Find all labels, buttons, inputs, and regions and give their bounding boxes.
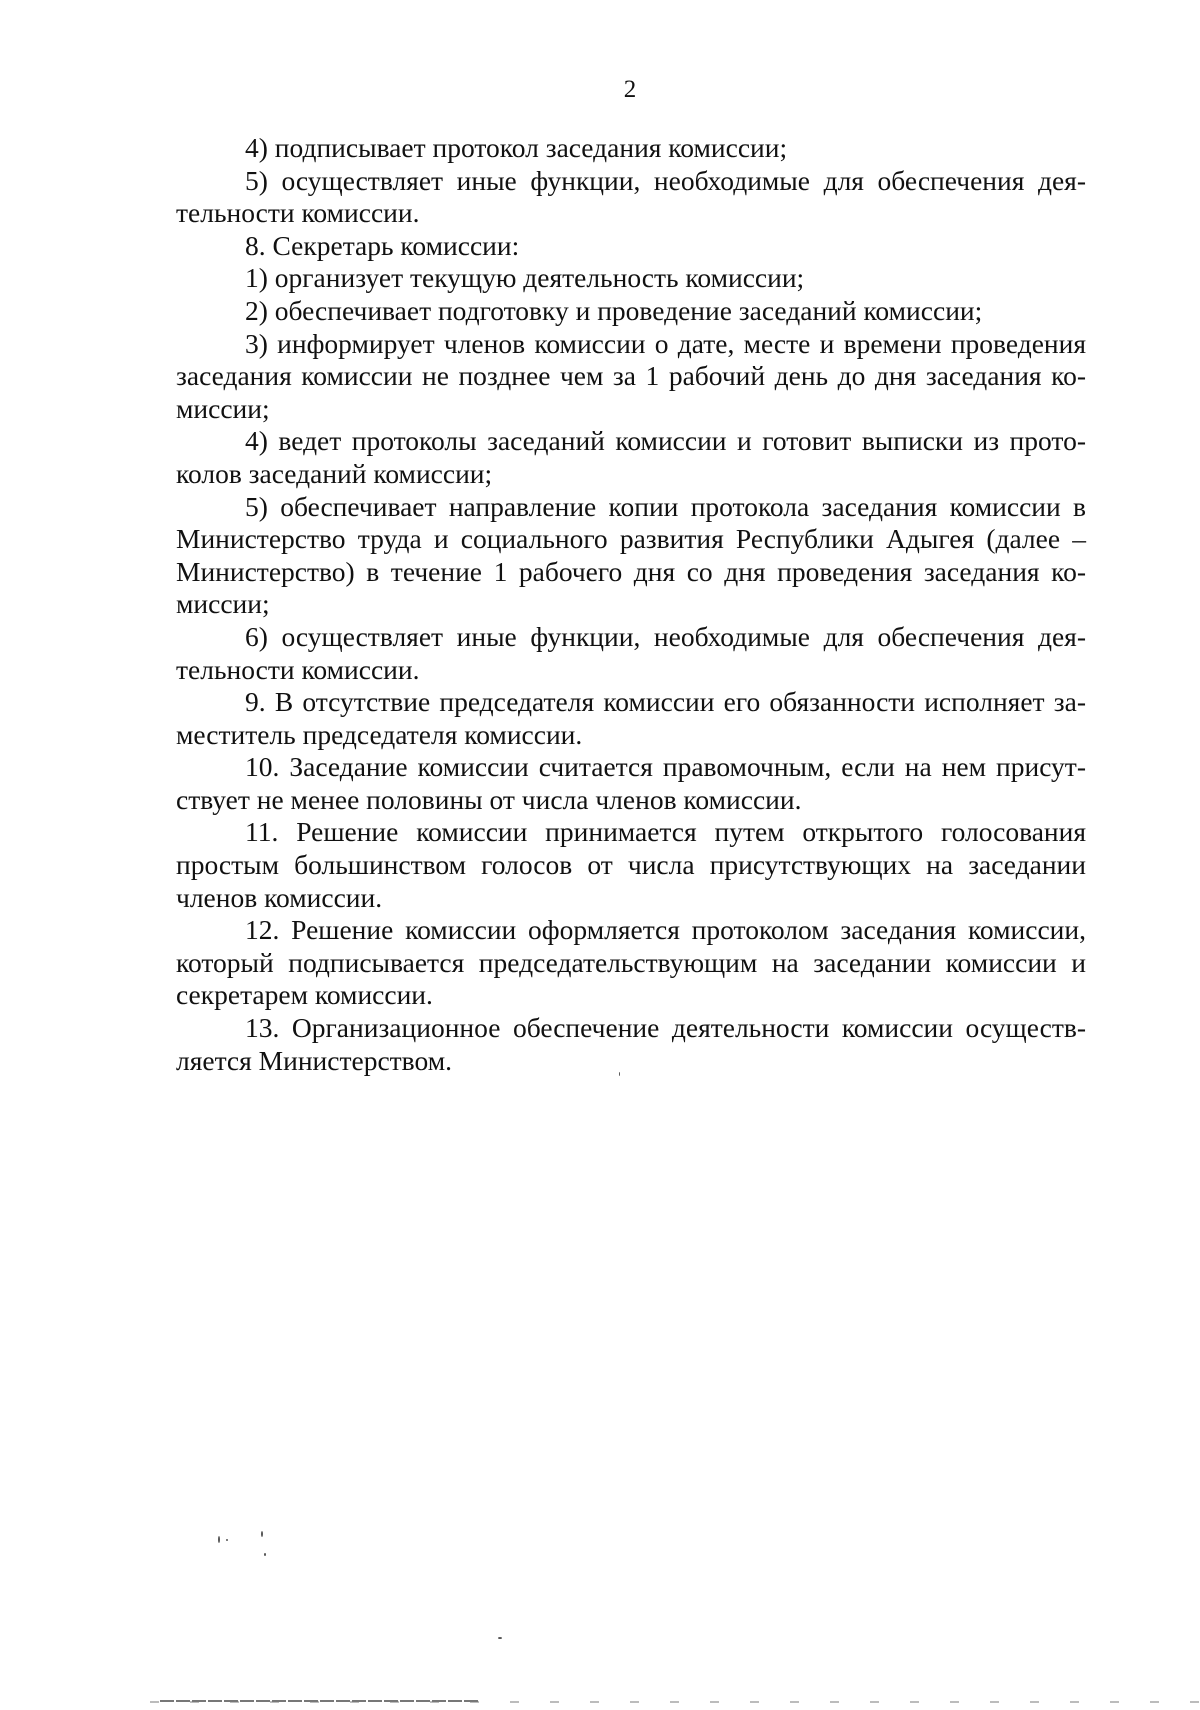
section-10: 10. Заседание комиссии считается правомочным, если на нем присутствует не менее половины от числа членов комиссии.	[176, 751, 1086, 815]
page-number: 2	[623, 76, 637, 103]
paragraph-5-other-functions: 5) осуществляет иные функции, необходимые для обеспечения деятельности комиссии.	[176, 164, 1086, 229]
scan-speck	[261, 1531, 263, 1537]
scan-speck	[218, 1536, 220, 1543]
scan-speck	[498, 1637, 502, 1639]
document-body	[176, 132, 1086, 1077]
section-8-secretary-heading: 8. Секретарь комиссии:	[245, 229, 520, 261]
secretary-duty-5: 5) обеспечивает направление копии протокола заседания комиссии в Министерство труда и социального развития Республики Адыгея (далее – Министерство) в течение 1 рабочего дня со дня проведения заседания комиссии;	[176, 490, 1086, 620]
secretary-duty-2: 2) обеспечивает подготовку и проведение заседаний комиссии;	[245, 294, 983, 326]
secretary-duty-3: 3) информирует членов комиссии о дате, месте и времени проведения заседания комиссии не позднее чем за 1 рабочий день до дня заседания комиссии;	[176, 327, 1086, 424]
section-11: 11. Решение комиссии принимается путем открытого голосования простым большинством голосов от числа присутствующих на заседании членов комиссии.	[176, 816, 1086, 913]
secretary-duty-1: 1) организует текущую деятельность комиссии;	[245, 262, 805, 294]
scan-bottom-edge	[150, 1701, 1200, 1703]
secretary-duty-4: 4) ведет протоколы заседаний комиссии и готовит выписки из протоколов заседаний комиссии;	[176, 425, 1086, 489]
scan-speck	[226, 1539, 228, 1541]
secretary-duty-6: 6) осуществляет иные функции, необходимые для обеспечения деятельности комиссии.	[176, 620, 1086, 685]
section-13: 13. Организационное обеспечение деятельности комиссии осуществляется Министерством.	[176, 1012, 1086, 1076]
paragraph-4-signs-protocol: 4) подписывает протокол заседания комиссии;	[245, 132, 788, 163]
section-9: 9. В отсутствие председателя комиссии его обязанности исполняет заместитель председателя комиссии.	[176, 686, 1086, 750]
scan-bottom-edge-dark	[160, 1700, 480, 1702]
scan-speck	[264, 1553, 266, 1556]
section-12: 12. Решение комиссии оформляется протоколом заседания комиссии, который подписывается председательствующим на заседании комиссии и секретарем комиссии.	[176, 914, 1086, 1011]
